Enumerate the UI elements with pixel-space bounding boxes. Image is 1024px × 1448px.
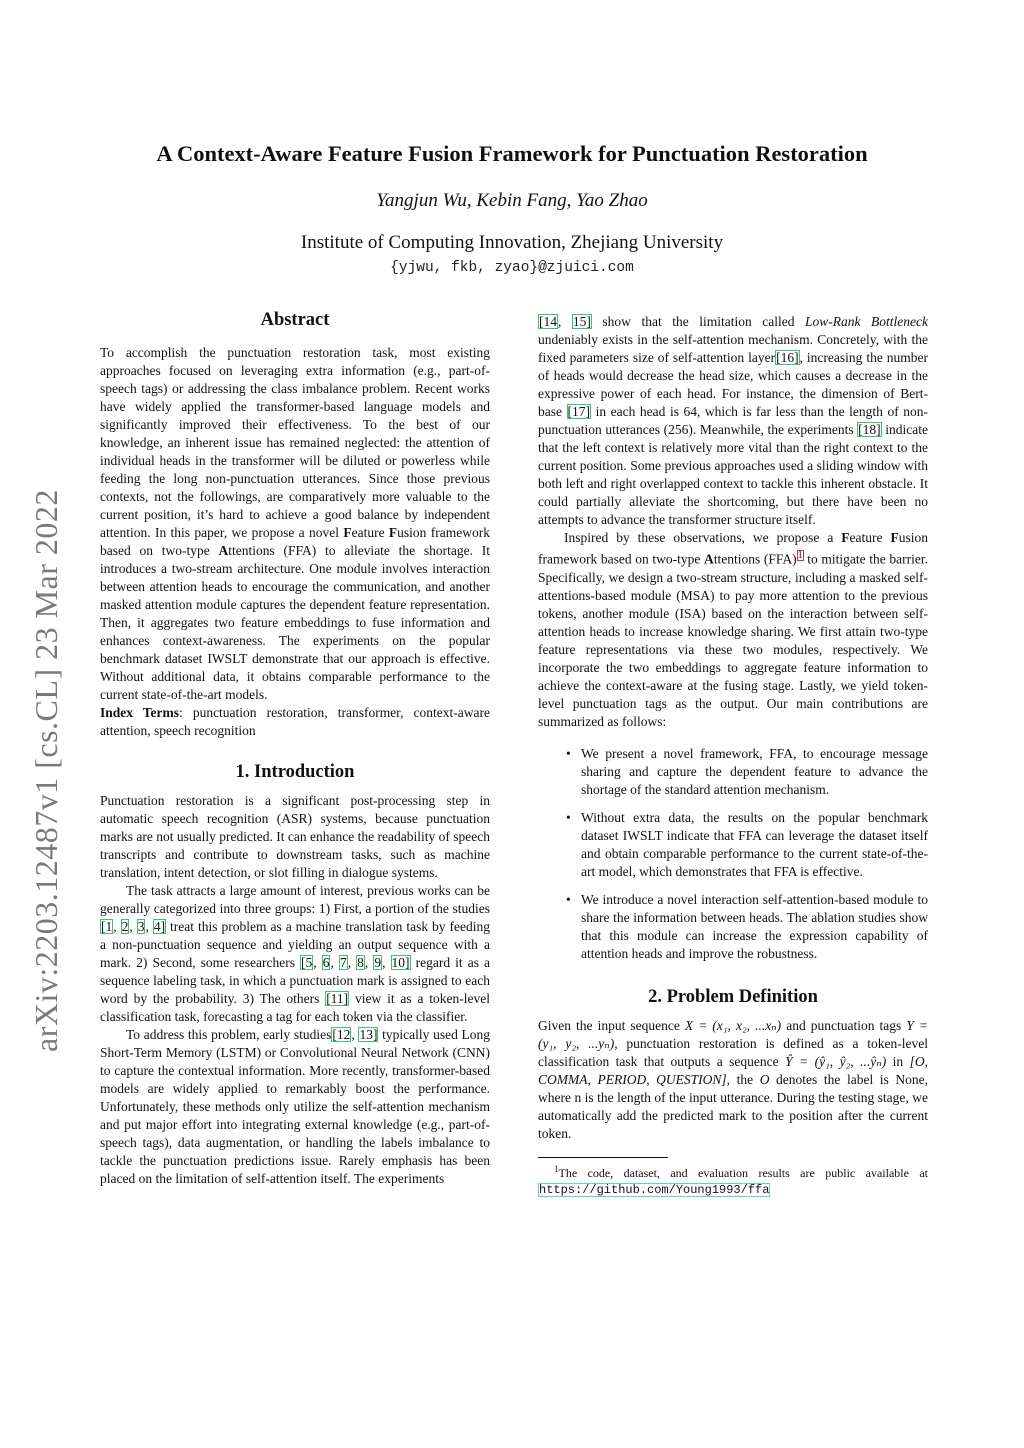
citation-link[interactable]: 4] [153,919,166,934]
footnote-divider [538,1157,668,1158]
citation-link[interactable]: [11] [326,991,349,1006]
citation-link[interactable]: [18] [858,422,881,437]
citation-link[interactable]: 3 [137,919,145,934]
intro-paragraph-2: The task attracts a large amount of interest, previous works can be generally categorized into three groups: 1) First, a portion of the studies [1, 2, 3, 4] treat this problem as a machine translation task by feeding a non-punctuation sequence and yielding an output sequence with a mark. 2) Second, some researchers [5, 6, 7, 8, 9, 10] regard it as a sequence labeling task, in which a punctuation mark is assigned to each word by the probability. 3) The others [11] view it as a token-level classification task, forecasting a tag for each token via the classifier. [100,883,491,1024]
citation-link[interactable]: [5 [301,955,313,970]
github-link[interactable]: https://github.com/Young1993/ffa [539,1182,770,1197]
list-item: • We introduce a novel interaction self-attention-based module to share the information between heads. The ablation studies show that this module can increase the expression capability of attention heads and improve the robustness. [566,891,928,961]
citation-link[interactable]: 10] [391,955,410,970]
arxiv-identifier-stamp: arXiv:2203.12487v1 [cs.CL] 23 Mar 2022 [28,489,64,1052]
citation-link[interactable]: 7 [339,955,347,970]
citation-link[interactable]: [17] [567,404,591,419]
citation-link[interactable]: 9 [374,955,382,970]
citation-link[interactable]: 13] [359,1027,378,1042]
abstract-heading: Abstract [260,310,330,330]
bullet-icon: • [566,809,571,825]
citation-link[interactable]: 15] [572,314,591,329]
citation-link[interactable]: 8 [357,955,364,970]
footnote: $^1$The code, dataset, and evaluation results are public available at https://github.com/Young1993/ffa [539,1163,928,1197]
introduction-heading: 1. Introduction [235,762,355,782]
paper-title: A Context-Aware Feature Fusion Framework for Punctuation Restoration [156,141,868,166]
right-column [538,313,928,1198]
right-paragraph-2: Inspired by these observations, we propose a Feature Fusion framework based on two-type Attentions (FFA)$^1$ to mitigate the barrier. Specifically, we design a two-stream structure, including a masked self-attentions-based module (MSA) to pay more attention to the previous tokens, another module (ISA) based on the interaction between self-attention heads to increase knowledge sharing. We first attain two-type feature representations via these two modules, respectively. We incorporate the two embeddings to aggregate feature information to achieve the context-aware at the fusing stage. Lastly, we yield token-level punctuation tags as the output. Our main contributions are summarized as follows: [538,530,928,729]
citation-link[interactable]: 2 [121,919,129,934]
citation-link[interactable]: [14 [539,314,557,329]
problem-definition-paragraph: Given the input sequence X = (x₁, x₂, ...xₙ) and punctuation tags Y = (y₁, y₂, ...yₙ), punctuation restoration is defined as a token-level classification task that outputs a sequence Ŷ = (ŷ₁, ŷ₂, ...ŷₙ) in [O, COMMA, PERIOD, QUESTION], the O denotes the label is None, where n is the length of the input utterance. During the testing stage, we automatically add the predicted mark to the position after the current token. [538,1017,928,1141]
problem-definition-heading: 2. Problem Definition [648,986,818,1007]
list-item: • Without extra data, the results on the popular benchmark dataset IWSLT indicate that FFA can leverage the dataset itself and obtain comparable performance to the current state-of-the-art model, which demonstrates that FFA is effective. [566,809,928,879]
abstract-body: To accomplish the punctuation restoration task, most existing approaches focused on leveraging extra information (e.g., part-of-speech tags) or addressing the class imbalance problem. Recent works have widely applied the transformer-based language models and significantly improved their effectiveness. To the best of our knowledge, an inherent issue has remained neglected: the attention of individual heads in the transformer will be diluted or powerless while feeding the long non-punctuation utterances. Since those previous contexts, not the followings, are comparatively more valuable to the current position, it’s hard to achieve a good balance by independent attention. In this paper, we propose a novel Feature Fusion framework based on two-type Attentions (FFA) to alleviate the shortage. It introduces a two-stream architecture. One module involves interaction between attention heads to encourage the communication, and another masked attention module captures the dependent feature representation. Then, it aggregates two feature embeddings to fuse information and enhances context-awareness. The experiments on the popular benchmark dataset IWSLT demonstrate that our approach is effective. Without additional data, it obtains comparable performance to the current state-of-the-art models. [100,345,490,702]
intro-paragraph-3: To address this problem, early studies[12, 13] typically used Long Short-Term Memory (LSTM) or Convolutional Neural Network (CNN) to capture the contextual information. More recently, transformer-based models are widely applied to remarkably boost the performance. Unfortunately, these methods only utilize the self-attention mechanism and put major effort into integrating external knowledge (e.g., part-of-speech tags), data augmentation, or handling the labels imbalance to tackle the punctuation predictions issue. Rarely emphasis has been placed on the limitation of self-attention itself. The experiments [100,1027,491,1186]
citation-link[interactable]: [16] [776,350,799,365]
right-paragraph-1: [14, 15] show that the limitation called Low-Rank Bottleneck undeniably exists in the self-attention mechanism. Concretely, with the fixed parameters size of self-attention layer[16], increasing the number of heads would decrease the head size, which causes a decrease in the expressive power of each head. For instance, the dimension of Bert-base [17] in each head is 64, which is far less than the length of non-punctuation utterances (256). Meanwhile, the experiments [18] indicate that the left context is relatively more vital than the right context to the current position. Some previous approaches used a sliding window with both left and right overlapped context to tackle this inherent obstacle. It could partially alleviate the shortcoming, but there have been no attempts to advance the transformer structure itself. [538,314,929,527]
citation-link[interactable]: 6 [322,955,330,970]
intro-paragraph-1: Punctuation restoration is a significant post-processing step in automatic speech recognition (ASR) systems, because punctuation marks are not usually predicted. It can enhance the readability of speech transcripts and contribute to downstream tasks, such as machine translation, intent detection, or slot filling in dialogue systems. [100,793,490,880]
affiliation: Institute of Computing Innovation, Zhejiang University [300,232,724,253]
bullet-icon: • [566,891,571,907]
bullet-icon: • [566,745,571,761]
author-list: Yangjun Wu, Kebin Fang, Yao Zhao [376,190,648,211]
contributions-list [538,745,928,963]
author-emails: {yjwu, fkb, zyao}@zjuici.com [390,260,634,276]
citation-link[interactable]: [1 [101,919,113,934]
list-item: • We present a novel framework, FFA, to encourage message sharing and capture the dependent feature to advance the shortage of the standard attention mechanism. [566,745,928,797]
index-terms: Index Terms: punctuation restoration, transformer, context-aware attention, speech recognition [100,705,490,738]
left-column [100,308,490,1188]
footnote-link[interactable]: 1 [797,550,803,561]
citation-link[interactable]: [12 [332,1027,351,1042]
